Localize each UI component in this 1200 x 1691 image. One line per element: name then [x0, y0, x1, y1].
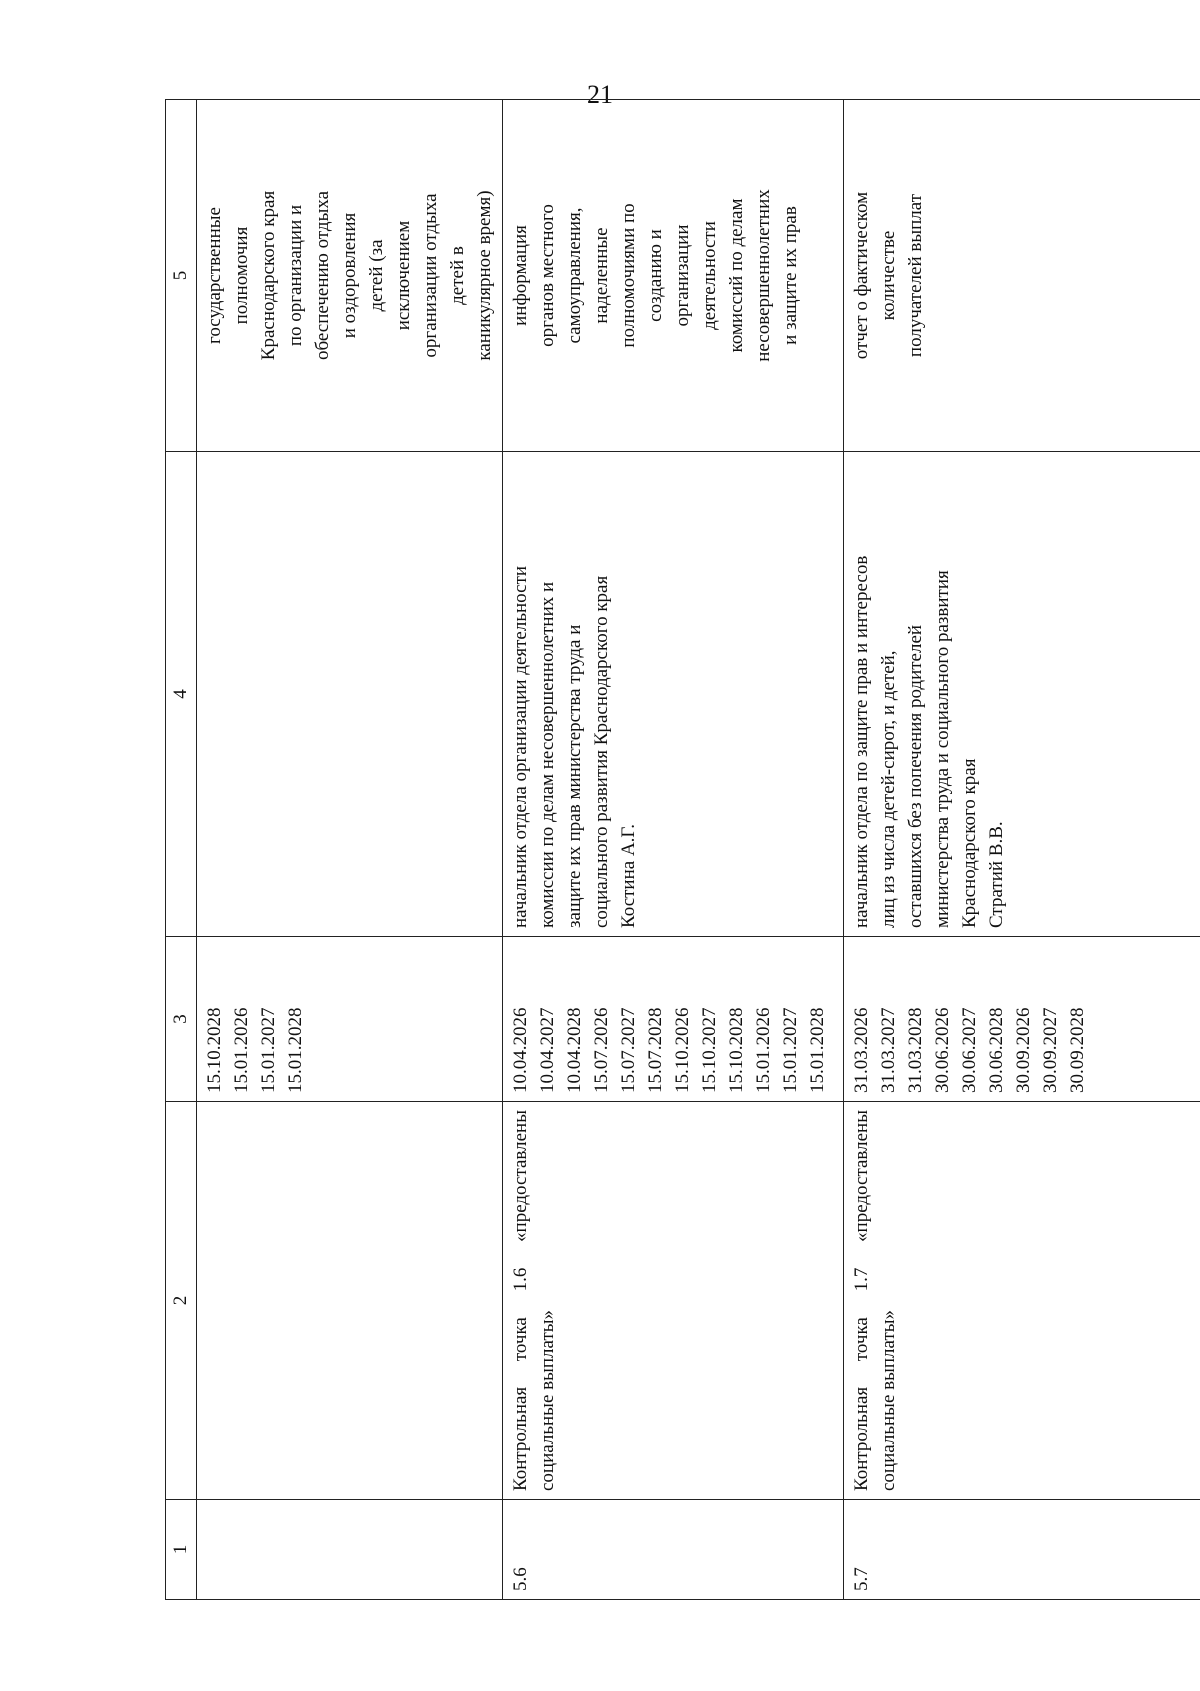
responsible-line: министерства труда и социального развития	[932, 570, 953, 928]
date-item: 31.03.2026	[851, 1007, 872, 1093]
responsible-line: начальник отдела по защите прав и интересов	[851, 555, 872, 928]
document-line: и оздоровления	[339, 212, 360, 339]
document-cell	[844, 100, 1200, 452]
date-item: 30.06.2026	[932, 1007, 953, 1093]
document-line: детей в	[447, 246, 468, 305]
date-item: 15.01.2026	[231, 1007, 252, 1093]
document-line: Краснодарского края	[258, 190, 279, 361]
document-line: по организации и	[285, 204, 306, 347]
date-item: 15.10.2027	[699, 1007, 720, 1093]
date-item: 30.09.2026	[1013, 1007, 1034, 1093]
document-line: полномочиями по	[618, 203, 639, 348]
date-item: 15.07.2026	[591, 1007, 612, 1093]
date-item: 30.06.2028	[986, 1007, 1007, 1093]
table-row	[844, 100, 1200, 1600]
date-item: 30.09.2028	[1067, 1007, 1088, 1093]
document-line: деятельности	[699, 221, 720, 330]
document-line: отчет о фактическом	[851, 191, 872, 360]
row-number-cell: 5.7	[844, 1500, 1200, 1600]
document-line: информация	[510, 225, 531, 326]
document-line: детей (за	[366, 239, 387, 312]
document-line: исключением	[393, 220, 414, 331]
dates-cell	[844, 937, 1200, 1102]
rotated-table-container	[165, 100, 1200, 1600]
header-col-1: 1	[166, 1500, 197, 1600]
responsible-line: начальник отдела организации деятельности	[510, 565, 531, 928]
dates-cell	[197, 937, 503, 1102]
document-line: количестве	[878, 230, 899, 321]
table-row	[503, 100, 844, 1600]
document-line: организации	[672, 224, 693, 327]
document-line: самоуправления,	[564, 207, 585, 344]
date-item: 15.01.2027	[258, 1007, 279, 1093]
document-line: и защите их прав	[780, 206, 801, 345]
date-item: 10.04.2027	[537, 1007, 558, 1093]
header-col-3: 3	[166, 937, 197, 1102]
row-number-cell	[197, 1500, 503, 1600]
document-line: получателей выплат	[905, 193, 926, 358]
responsible-cell	[503, 452, 844, 937]
responsible-line: оставшихся без попечения родителей	[905, 624, 926, 928]
date-item: 31.03.2027	[878, 1007, 899, 1093]
control-point-cell: Контрольная точка 1.6 «предоставлены социальные выплаты»	[503, 1102, 844, 1500]
date-item: 31.03.2028	[905, 1007, 926, 1093]
date-item: 15.07.2028	[645, 1007, 666, 1093]
date-item: 10.04.2028	[564, 1007, 585, 1093]
responsible-cell	[844, 452, 1200, 937]
responsible-line: Краснодарского края	[959, 758, 980, 928]
date-item: 30.09.2027	[1040, 1007, 1061, 1093]
row-number-cell: 5.6	[503, 1500, 844, 1600]
document-line: государственные	[204, 207, 225, 344]
date-item: 30.06.2027	[959, 1007, 980, 1093]
control-point-cell	[197, 1102, 503, 1500]
document-cell	[197, 100, 503, 452]
responsible-line: Стратий В.В.	[986, 821, 1007, 928]
control-point-cell: Контрольная точка 1.7 «предоставлены социальные выплаты»	[844, 1102, 1200, 1500]
responsible-line: Костина А.Г.	[618, 823, 639, 928]
responsible-line: комиссии по делам несовершеннолетних и	[537, 581, 558, 928]
responsible-cell	[197, 452, 503, 937]
header-col-2: 2	[166, 1102, 197, 1500]
date-item: 15.01.2028	[285, 1007, 306, 1093]
responsible-line: социального развития Краснодарского края	[591, 575, 612, 928]
document-cell	[503, 100, 844, 452]
page-number: 21	[587, 80, 613, 109]
table-header-row	[166, 100, 197, 1600]
document-line: обеспечению отдыха	[312, 190, 333, 361]
document-line: органов местного	[537, 204, 558, 347]
document-line: созданию и	[645, 229, 666, 322]
document-line: несовершеннолетних	[753, 189, 774, 362]
date-item: 15.10.2026	[672, 1007, 693, 1093]
date-item: 15.01.2026	[753, 1007, 774, 1093]
plan-table	[165, 99, 1200, 1600]
date-item: 15.07.2027	[618, 1007, 639, 1093]
date-item: 10.04.2026	[510, 1007, 531, 1093]
document-line: комиссий по делам	[726, 198, 747, 353]
responsible-line: защите их прав министерства труда и	[564, 624, 585, 928]
dates-cell	[503, 937, 844, 1102]
responsible-line: лиц из числа детей-сирот, и детей,	[878, 650, 899, 928]
document-line: каникулярное время)	[474, 190, 495, 361]
date-item: 15.01.2027	[780, 1007, 801, 1093]
date-item: 15.10.2028	[726, 1007, 747, 1093]
date-item: 15.01.2028	[807, 1007, 828, 1093]
header-col-5: 5	[166, 100, 197, 452]
document-line: наделенные	[591, 227, 612, 324]
document-line: организации отдыха	[420, 193, 441, 358]
table-row	[197, 100, 503, 1600]
document-line: полномочия	[231, 226, 252, 325]
header-col-4: 4	[166, 452, 197, 937]
date-item: 15.10.2028	[204, 1007, 225, 1093]
